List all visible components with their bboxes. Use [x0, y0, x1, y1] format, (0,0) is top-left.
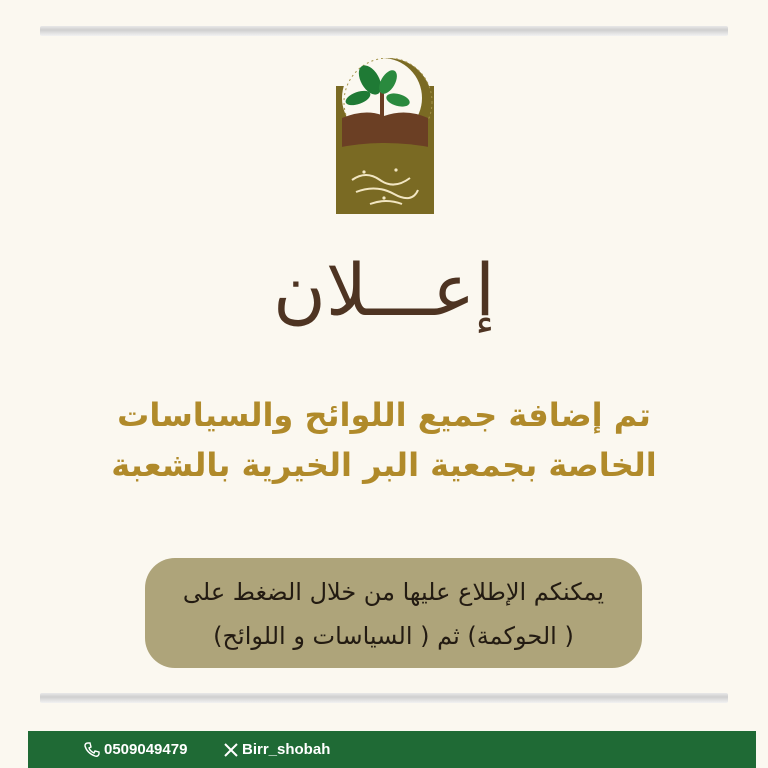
- footer-bar: [28, 731, 756, 768]
- charity-logo: [336, 58, 434, 214]
- announcement-headline: [60, 390, 708, 490]
- phone-number: 0509049479: [104, 741, 188, 758]
- x-icon: [224, 743, 238, 757]
- headline-line-2: الخاصة بجمعية البر الخيرية بالشعبة: [111, 446, 657, 484]
- info-line-2: ( الحوكمة) ثم ( السياسات و اللوائح): [213, 622, 574, 650]
- footer-phone[interactable]: [84, 731, 187, 768]
- headline-line-1: تم إضافة جميع اللوائح والسياسات: [117, 396, 651, 434]
- phone-icon: [84, 742, 100, 758]
- bottom-divider: [40, 693, 728, 703]
- footer-social[interactable]: [224, 731, 330, 768]
- top-divider: [40, 26, 728, 36]
- social-handle: Birr_shobah: [242, 741, 331, 758]
- announcement-title: إعـــلان: [272, 248, 496, 332]
- info-line-1: يمكنكم الإطلاع عليها من خلال الضغط على: [182, 578, 605, 606]
- info-box: [145, 558, 642, 668]
